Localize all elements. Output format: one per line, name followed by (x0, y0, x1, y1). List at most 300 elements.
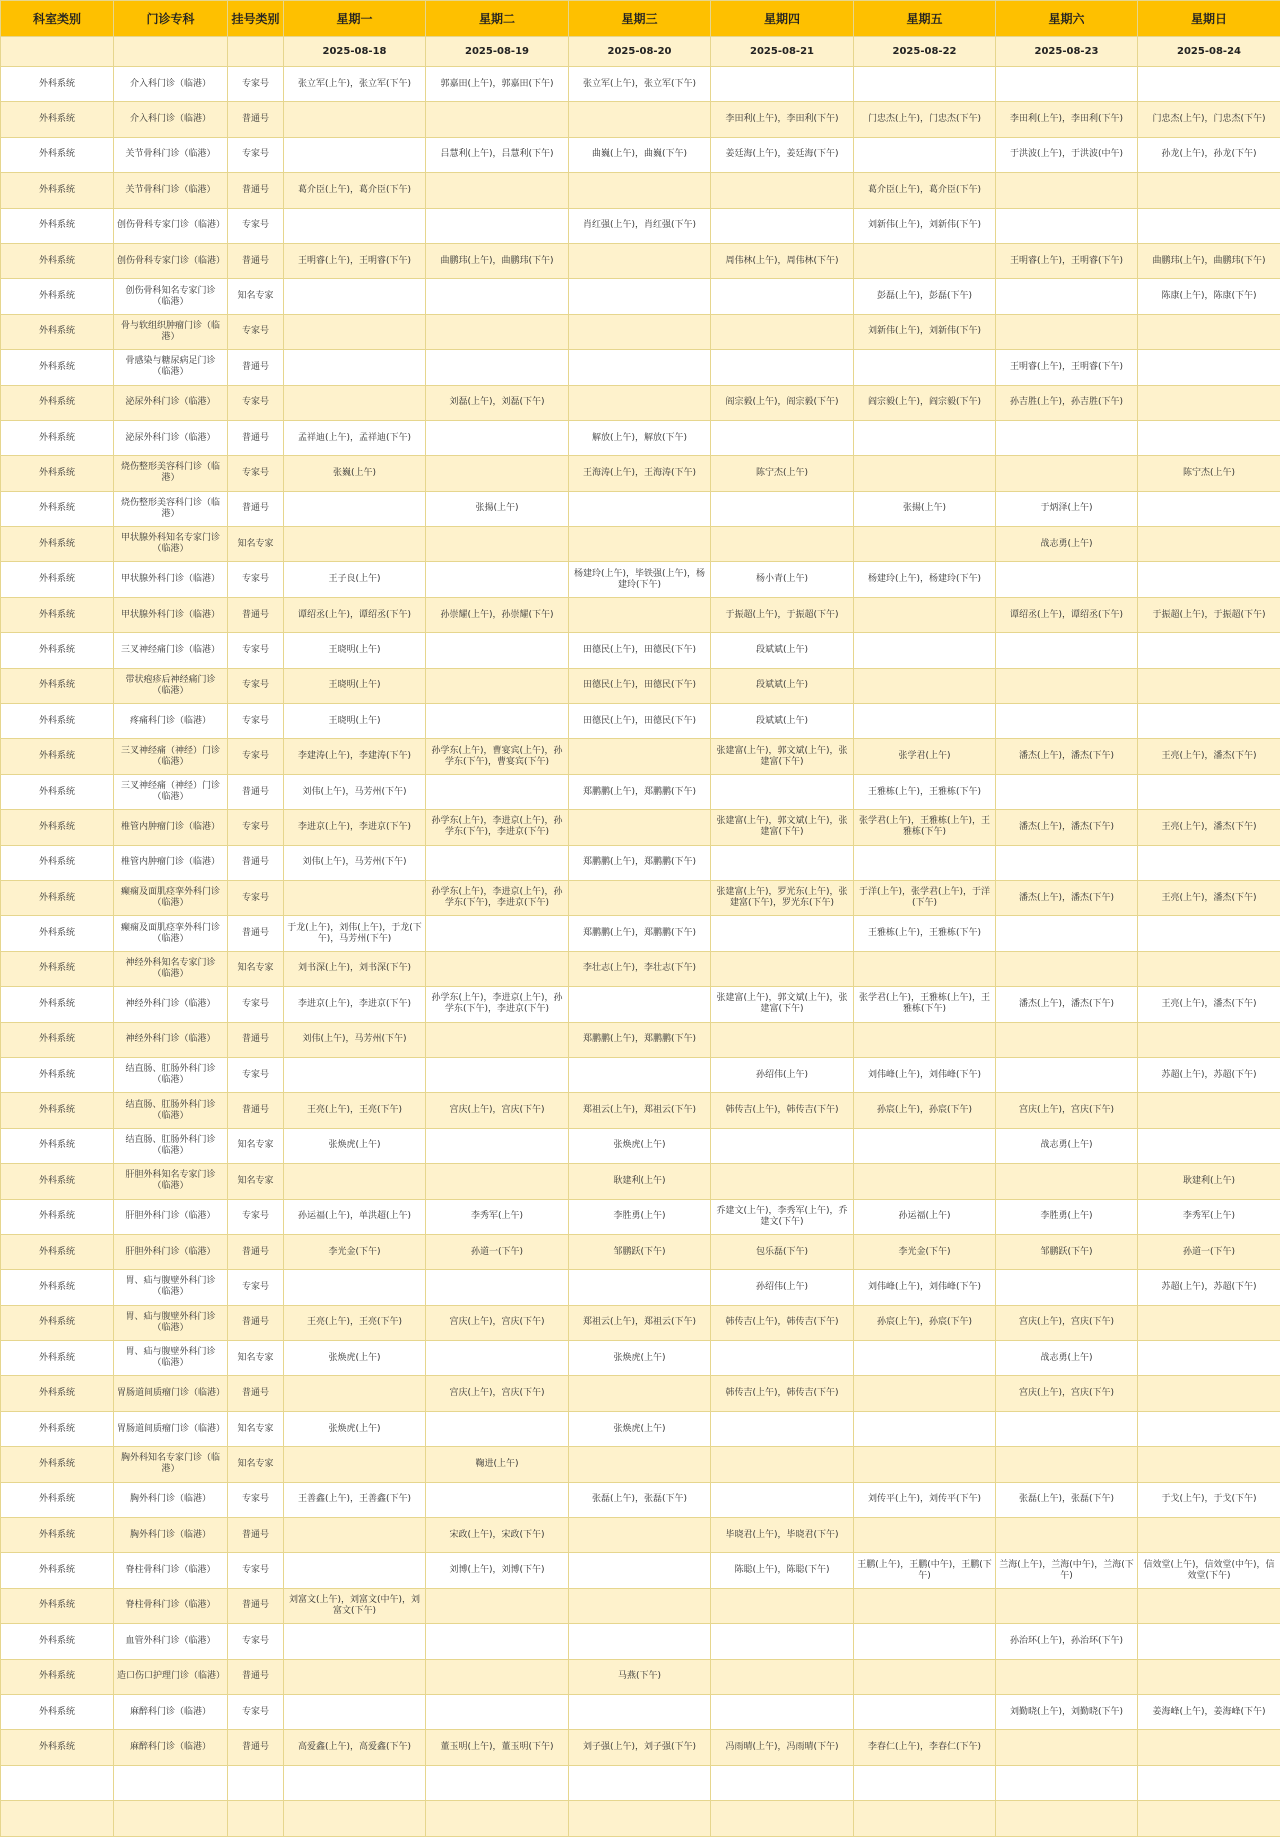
schedule-cell: 潘杰(上午)，潘杰(下午) (996, 739, 1138, 774)
schedule-cell (996, 420, 1138, 455)
schedule-cell (284, 102, 426, 137)
schedule-cell: 于振超(上午)，于振超(下午) (711, 597, 854, 632)
schedule-cell: 宋政(上午)，宋政(下午) (426, 1518, 569, 1553)
schedule-cell (284, 1518, 426, 1553)
schedule-cell: 张磊(上午)，张磊(下午) (996, 1482, 1138, 1517)
schedule-cell (569, 527, 711, 562)
schedule-cell (1138, 951, 1280, 986)
schedule-cell (996, 1270, 1138, 1305)
schedule-cell (996, 704, 1138, 739)
schedule-cell: 王晓明(上午) (284, 633, 426, 668)
schedule-cell: 田德民(上午)，田德民(下午) (569, 668, 711, 703)
department-cell: 外科系统 (1, 385, 114, 420)
schedule-cell (854, 1659, 996, 1694)
schedule-cell (284, 491, 426, 526)
schedule-cell (1138, 1518, 1280, 1553)
schedule-cell (854, 1624, 996, 1659)
schedule-cell: 王晓明(上午) (284, 704, 426, 739)
schedule-cell: 谭绍丞(上午)，谭绍丞(下午) (284, 597, 426, 632)
schedule-cell (569, 880, 711, 915)
schedule-cell: 张揚(上午) (426, 491, 569, 526)
clinic-cell: 胃、疝与腹壁外科门诊（临港） (114, 1341, 228, 1376)
schedule-cell (711, 1482, 854, 1517)
date-header: 2025-08-21 (711, 37, 854, 67)
schedule-cell: 郑鹏鹏(上午)，郑鹏鹏(下午) (569, 774, 711, 809)
schedule-cell (854, 704, 996, 739)
schedule-cell: 张建富(上午)，郭文斌(上午)，张建富(下午) (711, 739, 854, 774)
clinic-cell: 创伤骨科专家门诊（临港） (114, 208, 228, 243)
column-header: 星期五 (854, 1, 996, 37)
department-cell: 外科系统 (1, 420, 114, 455)
schedule-cell (426, 1694, 569, 1729)
schedule-cell: 王明睿(上午)，王明睿(下午) (284, 243, 426, 278)
schedule-cell: 阎宗毅(上午)，阎宗毅(下午) (711, 385, 854, 420)
table-row (1, 1482, 1280, 1517)
schedule-cell (426, 208, 569, 243)
registration-type-cell: 普通号 (228, 845, 284, 880)
schedule-cell (996, 208, 1138, 243)
schedule-cell: 李胜勇(上午) (996, 1199, 1138, 1234)
schedule-cell (996, 67, 1138, 102)
schedule-cell: 葛介臣(上午)，葛介臣(下午) (854, 173, 996, 208)
registration-type-cell: 专家号 (228, 1553, 284, 1588)
schedule-cell: 孙宸(上午)，孙宸(下午) (854, 1305, 996, 1340)
schedule-cell (711, 1128, 854, 1163)
schedule-cell (426, 1057, 569, 1092)
schedule-cell: 姜廷海(上午)，姜廷海(下午) (711, 137, 854, 172)
schedule-cell (854, 1694, 996, 1729)
registration-type-cell: 普通号 (228, 102, 284, 137)
schedule-cell (996, 668, 1138, 703)
department-cell: 外科系统 (1, 1341, 114, 1376)
schedule-cell: 李田利(上午)，李田利(下午) (996, 102, 1138, 137)
schedule-cell: 孙运福(上午)，单洪超(上午) (284, 1199, 426, 1234)
schedule-cell (284, 1057, 426, 1092)
schedule-cell: 段斌斌(上午) (711, 668, 854, 703)
registration-type-cell: 普通号 (228, 243, 284, 278)
registration-type-cell: 普通号 (228, 1305, 284, 1340)
table-row (1, 597, 1280, 632)
schedule-cell: 刘伟峰(上午)，刘伟峰(下午) (854, 1270, 996, 1305)
schedule-cell (854, 1022, 996, 1057)
schedule-cell: 李壮志(上午)，李壮志(下午) (569, 951, 711, 986)
schedule-cell: 耿建利(上午) (569, 1164, 711, 1199)
schedule-cell (996, 845, 1138, 880)
schedule-cell (1138, 704, 1280, 739)
schedule-cell (284, 208, 426, 243)
registration-type-cell: 知名专家 (228, 1341, 284, 1376)
schedule-cell: 孙宸(上午)，孙宸(下午) (854, 1093, 996, 1128)
date-spacer (114, 37, 228, 67)
schedule-cell (569, 1553, 711, 1588)
clinic-cell: 椎管内肿瘤门诊（临港） (114, 810, 228, 845)
schedule-cell (284, 1694, 426, 1729)
schedule-cell (284, 1270, 426, 1305)
clinic-cell: 结直肠、肛肠外科门诊（临港） (114, 1093, 228, 1128)
table-row (1, 1341, 1280, 1376)
schedule-cell (569, 314, 711, 349)
schedule-cell: 段斌斌(上午) (711, 633, 854, 668)
schedule-cell (426, 1164, 569, 1199)
schedule-cell (854, 668, 996, 703)
date-header: 2025-08-19 (426, 37, 569, 67)
schedule-cell: 张焕虎(上午) (569, 1128, 711, 1163)
schedule-cell (1138, 67, 1280, 102)
schedule-cell (854, 1411, 996, 1446)
table-row (1, 1588, 1280, 1623)
schedule-cell: 张揚(上午) (854, 491, 996, 526)
schedule-cell (426, 668, 569, 703)
schedule-cell (569, 1518, 711, 1553)
registration-type-cell: 普通号 (228, 1730, 284, 1765)
schedule-cell (284, 1624, 426, 1659)
registration-type-cell: 专家号 (228, 314, 284, 349)
schedule-cell: 潘杰(上午)，潘杰(下午) (996, 880, 1138, 915)
schedule-cell (854, 420, 996, 455)
schedule-cell (996, 1765, 1138, 1800)
schedule-cell (1138, 562, 1280, 597)
table-row (1, 102, 1280, 137)
registration-type-cell: 普通号 (228, 1234, 284, 1269)
department-cell: 外科系统 (1, 1376, 114, 1411)
schedule-cell (284, 880, 426, 915)
table-row (1, 1199, 1280, 1234)
department-cell: 外科系统 (1, 350, 114, 385)
department-cell: 外科系统 (1, 1199, 114, 1234)
schedule-cell: 张磊(上午)，张磊(下午) (569, 1482, 711, 1517)
schedule-cell: 谭绍丞(上午)，谭绍丞(下午) (996, 597, 1138, 632)
schedule-cell: 宫庆(上午)，宫庆(下午) (996, 1093, 1138, 1128)
table-body (1, 67, 1280, 1837)
registration-type-cell: 普通号 (228, 1376, 284, 1411)
clinic-cell: 胸外科门诊（临港） (114, 1482, 228, 1517)
schedule-cell: 刘伟峰(上午)，刘伟峰(下午) (854, 1057, 996, 1092)
table-row (1, 1518, 1280, 1553)
registration-type-cell: 专家号 (228, 810, 284, 845)
schedule-cell: 曲巍(上午)，曲巍(下午) (569, 137, 711, 172)
schedule-cell: 孙道一(下午) (1138, 1234, 1280, 1269)
clinic-cell: 泌尿外科门诊（临港） (114, 385, 228, 420)
schedule-cell (1138, 1376, 1280, 1411)
table-row (1, 1730, 1280, 1765)
schedule-cell (996, 1164, 1138, 1199)
department-cell: 外科系统 (1, 1305, 114, 1340)
schedule-cell: 张立军(上午)，张立军(下午) (284, 67, 426, 102)
schedule-cell: 门忠杰(上午)，门忠杰(下午) (854, 102, 996, 137)
registration-type-cell: 专家号 (228, 987, 284, 1022)
schedule-cell: 王晓明(上午) (284, 668, 426, 703)
schedule-cell (1138, 1447, 1280, 1482)
schedule-cell: 李胜勇(上午) (569, 1199, 711, 1234)
table-row (1, 208, 1280, 243)
registration-type-cell: 知名专家 (228, 527, 284, 562)
clinic-cell: 肝胆外科知名专家门诊（临港） (114, 1164, 228, 1199)
schedule-cell (996, 1730, 1138, 1765)
schedule-cell: 段斌斌(上午) (711, 704, 854, 739)
schedule-cell (569, 597, 711, 632)
schedule-cell (854, 1164, 996, 1199)
schedule-cell (996, 1057, 1138, 1092)
clinic-cell: 神经外科门诊（临港） (114, 987, 228, 1022)
registration-type-cell: 普通号 (228, 1518, 284, 1553)
schedule-cell (284, 137, 426, 172)
schedule-cell: 王亮(上午)，潘杰(下午) (1138, 739, 1280, 774)
schedule-cell (854, 1801, 996, 1836)
registration-type-cell: 专家号 (228, 880, 284, 915)
schedule-cell: 宫庆(上午)，宫庆(下午) (426, 1305, 569, 1340)
schedule-cell: 信效堂(上午)，信效堂(中午)，信效堂(下午) (1138, 1553, 1280, 1588)
schedule-cell (426, 916, 569, 951)
schedule-cell (711, 1164, 854, 1199)
schedule-cell: 吕慧利(上午)，吕慧利(下午) (426, 137, 569, 172)
schedule-cell (1138, 1801, 1280, 1836)
schedule-cell: 田德民(上午)，田德民(下午) (569, 704, 711, 739)
registration-type-cell: 知名专家 (228, 1164, 284, 1199)
schedule-cell: 孙学东(上午)，曹宴宾(上午)，孙学东(下午)，曹宴宾(下午) (426, 739, 569, 774)
table-row (1, 67, 1280, 102)
clinic-cell: 肝胆外科门诊（临港） (114, 1234, 228, 1269)
schedule-cell: 战志勇(上午) (996, 1341, 1138, 1376)
schedule-cell (569, 243, 711, 278)
schedule-cell (569, 1765, 711, 1800)
table-row (1, 279, 1280, 314)
schedule-cell (711, 350, 854, 385)
registration-type-cell: 专家号 (228, 1199, 284, 1234)
schedule-cell (426, 279, 569, 314)
schedule-cell (711, 279, 854, 314)
clinic-cell: 脊柱骨科门诊（临港） (114, 1553, 228, 1588)
schedule-cell: 孙学东(上午)，李进京(上午)，孙学东(下午)，李进京(下午) (426, 810, 569, 845)
schedule-cell (569, 1624, 711, 1659)
schedule-cell: 于龙(上午)，刘伟(上午)，于龙(下午)，马芳州(下午) (284, 916, 426, 951)
table-row (1, 456, 1280, 491)
schedule-cell (854, 633, 996, 668)
schedule-cell (1138, 173, 1280, 208)
schedule-cell: 孙学东(上午)，李进京(上午)，孙学东(下午)，李进京(下午) (426, 987, 569, 1022)
clinic-cell: 关节骨科门诊（临港） (114, 173, 228, 208)
schedule-cell: 王子良(上午) (284, 562, 426, 597)
schedule-cell (426, 1022, 569, 1057)
table-row (1, 987, 1280, 1022)
table-row (1, 1270, 1280, 1305)
registration-type-cell: 知名专家 (228, 1411, 284, 1446)
registration-type-cell: 知名专家 (228, 951, 284, 986)
schedule-cell: 王亮(上午)，潘杰(下午) (1138, 880, 1280, 915)
schedule-cell: 王鹏(上午)，王鹏(中午)，王鹏(下午) (854, 1553, 996, 1588)
table-row (1, 350, 1280, 385)
schedule-cell (854, 137, 996, 172)
schedule-cell (711, 314, 854, 349)
schedule-cell (996, 1518, 1138, 1553)
clinic-cell: 胸外科门诊（临港） (114, 1518, 228, 1553)
clinic-cell: 创伤骨科知名专家门诊（临港） (114, 279, 228, 314)
registration-type-cell: 普通号 (228, 1022, 284, 1057)
department-cell: 外科系统 (1, 880, 114, 915)
schedule-cell (711, 1588, 854, 1623)
schedule-cell: 乔建文(上午)，李秀军(上午)，乔建文(下午) (711, 1199, 854, 1234)
schedule-cell (711, 951, 854, 986)
schedule-cell: 张巍(上午) (284, 456, 426, 491)
schedule-cell (854, 456, 996, 491)
schedule-cell (996, 633, 1138, 668)
clinic-cell: 三叉神经痛门诊（临港） (114, 633, 228, 668)
table-row (1, 810, 1280, 845)
schedule-cell (996, 1801, 1138, 1836)
schedule-cell (426, 420, 569, 455)
department-cell: 外科系统 (1, 774, 114, 809)
schedule-cell: 刘伟(上午)，马芳州(下午) (284, 1022, 426, 1057)
department-cell (1, 1801, 114, 1836)
schedule-cell (284, 1765, 426, 1800)
schedule-cell: 刘富文(上午)，刘富文(中午)，刘富文(下午) (284, 1588, 426, 1623)
registration-type-cell: 普通号 (228, 1659, 284, 1694)
schedule-cell: 刘新伟(上午)，刘新伟(下午) (854, 208, 996, 243)
schedule-cell (426, 1270, 569, 1305)
schedule-cell (1138, 1022, 1280, 1057)
department-cell: 外科系统 (1, 527, 114, 562)
clinic-cell: 结直肠、肛肠外科门诊（临港） (114, 1128, 228, 1163)
schedule-cell (1138, 350, 1280, 385)
schedule-cell: 刘子强(上午)，刘子强(下午) (569, 1730, 711, 1765)
column-header: 挂号类别 (228, 1, 284, 37)
table-row (1, 420, 1280, 455)
schedule-cell (426, 314, 569, 349)
schedule-cell (996, 1022, 1138, 1057)
clinic-cell: 胃、疝与腹壁外科门诊（临港） (114, 1305, 228, 1340)
schedule-cell (996, 173, 1138, 208)
department-cell: 外科系统 (1, 704, 114, 739)
date-spacer (1, 37, 114, 67)
table-row (1, 243, 1280, 278)
schedule-cell: 王雅栋(上午)，王雅栋(下午) (854, 916, 996, 951)
schedule-cell (426, 845, 569, 880)
schedule-cell: 门忠杰(上午)，门忠杰(下午) (1138, 102, 1280, 137)
schedule-cell (996, 1588, 1138, 1623)
department-cell: 外科系统 (1, 1164, 114, 1199)
schedule-cell (854, 243, 996, 278)
schedule-cell (854, 1518, 996, 1553)
schedule-cell (996, 951, 1138, 986)
schedule-cell: 张焕虎(上午) (284, 1411, 426, 1446)
registration-type-cell: 知名专家 (228, 1447, 284, 1482)
department-cell: 外科系统 (1, 987, 114, 1022)
schedule-cell: 张焕虎(上午) (569, 1411, 711, 1446)
schedule-cell: 战志勇(上午) (996, 527, 1138, 562)
schedule-cell: 孙学东(上午)，李进京(上午)，孙学东(下午)，李进京(下午) (426, 880, 569, 915)
table-row (1, 1234, 1280, 1269)
department-cell: 外科系统 (1, 137, 114, 172)
department-cell: 外科系统 (1, 845, 114, 880)
schedule-cell: 张学君(上午)，王雅栋(上午)，王雅栋(下午) (854, 987, 996, 1022)
schedule-cell: 潘杰(上午)，潘杰(下午) (996, 987, 1138, 1022)
schedule-cell (569, 1270, 711, 1305)
schedule-cell: 鞠进(上午) (426, 1447, 569, 1482)
schedule-cell (1138, 314, 1280, 349)
schedule-cell (569, 1447, 711, 1482)
department-cell: 外科系统 (1, 1057, 114, 1092)
schedule-cell: 董玉明(上午)，董玉明(下午) (426, 1730, 569, 1765)
schedule-cell (426, 173, 569, 208)
schedule-cell: 张学君(上午) (854, 739, 996, 774)
schedule-cell (569, 385, 711, 420)
schedule-cell: 刘伟(上午)，马芳州(下午) (284, 845, 426, 880)
registration-type-cell: 普通号 (228, 1093, 284, 1128)
schedule-cell (569, 173, 711, 208)
column-header: 星期六 (996, 1, 1138, 37)
table-row (1, 1376, 1280, 1411)
date-header: 2025-08-23 (996, 37, 1138, 67)
schedule-cell (1138, 1128, 1280, 1163)
schedule-cell: 张学君(上午)，王雅栋(上午)，王雅栋(下午) (854, 810, 996, 845)
schedule-cell (284, 1553, 426, 1588)
table-row (1, 1305, 1280, 1340)
registration-type-cell: 专家号 (228, 1624, 284, 1659)
schedule-cell (426, 350, 569, 385)
department-cell: 外科系统 (1, 916, 114, 951)
schedule-cell (426, 102, 569, 137)
schedule-cell (426, 1588, 569, 1623)
department-cell: 外科系统 (1, 1482, 114, 1517)
registration-type-cell: 普通号 (228, 916, 284, 951)
schedule-cell: 宫庆(上午)，宫庆(下午) (996, 1376, 1138, 1411)
registration-type-cell (228, 1801, 284, 1836)
schedule-cell (284, 314, 426, 349)
department-cell: 外科系统 (1, 810, 114, 845)
schedule-cell (996, 1411, 1138, 1446)
schedule-cell (284, 1659, 426, 1694)
schedule-cell (1138, 491, 1280, 526)
schedule-cell: 宫庆(上午)，宫庆(下午) (426, 1093, 569, 1128)
schedule-cell: 姜海峰(上午)，姜海峰(下午) (1138, 1694, 1280, 1729)
registration-type-cell: 专家号 (228, 208, 284, 243)
schedule-cell: 郑祖云(上午)，郑祖云(下午) (569, 1305, 711, 1340)
schedule-cell: 曲鹏玮(上午)，曲鹏玮(下午) (1138, 243, 1280, 278)
column-header: 星期日 (1138, 1, 1280, 37)
registration-type-cell: 专家号 (228, 1482, 284, 1517)
department-cell: 外科系统 (1, 1270, 114, 1305)
department-cell: 外科系统 (1, 1553, 114, 1588)
registration-type-cell: 专家号 (228, 633, 284, 668)
department-cell: 外科系统 (1, 951, 114, 986)
schedule-cell: 李进京(上午)，李进京(下午) (284, 810, 426, 845)
clinic-cell: 胸外科知名专家门诊（临港） (114, 1447, 228, 1482)
clinic-cell: 甲状腺外科门诊（临港） (114, 597, 228, 632)
clinic-cell: 血管外科门诊（临港） (114, 1624, 228, 1659)
clinic-cell (114, 1801, 228, 1836)
clinic-cell: 神经外科知名专家门诊（临港） (114, 951, 228, 986)
department-cell: 外科系统 (1, 208, 114, 243)
department-cell: 外科系统 (1, 668, 114, 703)
schedule-cell (284, 1376, 426, 1411)
schedule-cell: 邹鹏跃(下午) (569, 1234, 711, 1269)
department-cell: 外科系统 (1, 102, 114, 137)
schedule-cell (426, 1765, 569, 1800)
schedule-cell (569, 279, 711, 314)
clinic-cell: 造口伤口护理门诊（临港） (114, 1659, 228, 1694)
schedule-cell: 王善鑫(上午)，王善鑫(下午) (284, 1482, 426, 1517)
schedule-cell (854, 350, 996, 385)
clinic-cell: 癫痫及面肌痉挛外科门诊（临港） (114, 880, 228, 915)
department-cell: 外科系统 (1, 279, 114, 314)
schedule-cell (569, 1057, 711, 1092)
schedule-cell: 王雅栋(上午)，王雅栋(下午) (854, 774, 996, 809)
schedule-cell: 王亮(上午)，王亮(下午) (284, 1093, 426, 1128)
schedule-cell: 孙运福(上午) (854, 1199, 996, 1234)
registration-type-cell: 专家号 (228, 739, 284, 774)
registration-type-cell: 专家号 (228, 562, 284, 597)
schedule-cell (711, 916, 854, 951)
schedule-cell (996, 279, 1138, 314)
